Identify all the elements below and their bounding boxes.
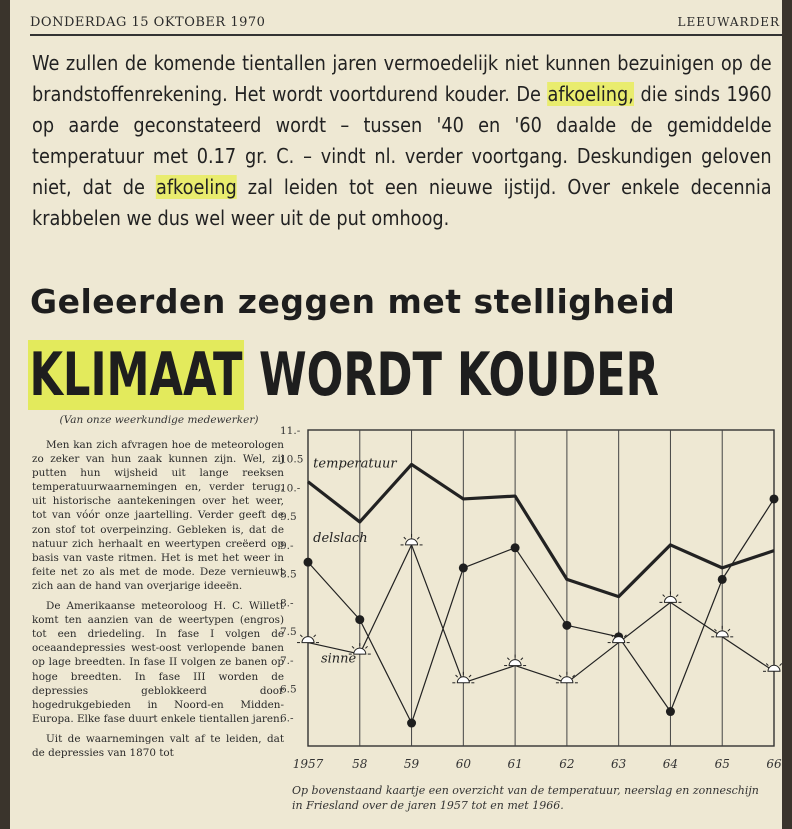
article-paragraph: Men kan zich afvragen hoe de meteorologen zo zeker van hun zaak kunnen zijn. Wel, zij putten hun wijsheid uit lange reeksen temperatuurwaarnemingen en, verder terug, uit historische aantekeningen over het weer, tot van vóór onze jaartelling. Verder geeft de zon stof tot overpeinzing. Gebleken is, dat de natuur zich herhaalt en weertypen creëerd op basis van vaste ritmen. Het is met het weer in feite net zo als met de mode. Deze vernieuwt zich aan de hand van overjarige ideeën. (32, 439, 284, 592)
series-label-delslach: delslach (313, 531, 368, 547)
x-tick-label: 60 (455, 757, 471, 771)
x-tick-label: 66 (766, 757, 782, 771)
header-date: DONDERDAG 15 OKTOBER 1970 (30, 15, 266, 30)
article-paragraph: De Amerikaanse meteoroloog H. C. Willett komt ten aanzien van de weertypen (engros) tot een driedeling. In fase I volgen de oceaandepressies west-oost verlopende banen op lage breedten. In fase II volgen ze banen op hoge breedten. In fase III worden de depressies geblokkeerd door hogedrukgebieden in Noord-en Midden-Europa. Elke fase duurt enkele tientallen jaren. (32, 600, 284, 725)
series-label-sinne: sinne (320, 651, 357, 667)
chart-frame (308, 430, 774, 746)
headline (28, 340, 659, 410)
intro-highlight-2: afkoeling (155, 175, 237, 199)
x-tick-label: 63 (611, 757, 627, 771)
data-point-sinne (659, 591, 681, 602)
series-line-sinne (308, 545, 774, 683)
headline-rest: WORDT KOUDER (243, 340, 659, 410)
intro-text-3: zal leiden tot een nieuwe ijstijd. Over enkele decennia krabbelen we dus wel weer uit de put omhoog. (32, 175, 772, 230)
headline-highlight: KLIMAAT (29, 340, 243, 410)
climate-chart (278, 418, 782, 778)
data-point-delslach (770, 494, 779, 503)
header-paper-name: LEEUWARDER (677, 15, 780, 29)
y-tick-label: 9.5 (280, 511, 297, 524)
y-tick-label: 6.5 (280, 683, 297, 696)
data-point-sinne (297, 632, 319, 643)
subheadline: Geleerden zeggen met stelligheid (30, 282, 676, 321)
y-tick-label: 10.5 (280, 453, 304, 466)
article-paragraph: Uit de waarnemingen valt af te leiden, dat de depressies van 1870 tot (32, 732, 284, 759)
y-tick-label: 9.- (280, 539, 294, 552)
data-point-delslach (718, 575, 727, 584)
y-tick-label: 8.- (280, 597, 294, 610)
intro-text-2: die sinds 1960 op aarde geconstateerd wordt – tussen '40 en '60 daalde de gemiddelde temperatuur met 0.17 gr. C. – vindt nl. verder voortgang. Deskundigen geloven niet, dat de (32, 82, 772, 199)
y-tick-label: 7.- (280, 654, 294, 667)
x-tick-label: 64 (662, 757, 679, 771)
data-point-delslach (666, 707, 675, 716)
x-tick-label: 59 (403, 757, 420, 771)
data-point-sinne (401, 534, 423, 545)
y-tick-label: 6.- (280, 712, 294, 725)
y-tick-label: 11.- (280, 425, 301, 437)
data-point-sinne (504, 655, 526, 666)
x-tick-label: 62 (559, 757, 575, 771)
data-point-delslach (511, 543, 520, 552)
data-point-delslach (407, 719, 416, 728)
data-point-delslach (562, 621, 571, 630)
byline: (Van onze weerkundige medewerker) (59, 414, 259, 426)
data-point-sinne (452, 672, 474, 683)
x-tick-label: 65 (714, 757, 730, 771)
x-tick-label: 1957 (292, 757, 324, 771)
article-body (32, 438, 284, 766)
newspaper-page (10, 0, 782, 829)
data-point-delslach (459, 563, 468, 572)
y-tick-label: 10.- (280, 482, 301, 495)
intro-highlight-1: afkoeling, (547, 82, 634, 106)
series-line-delslach (308, 499, 774, 723)
series-label-temperatuur: temperatuur (313, 456, 397, 472)
y-tick-label: 7.5 (280, 626, 297, 639)
intro-text-1: We zullen de komende tientallen jaren vermoedelijk niet kunnen bezuinigen op de brandstoffenrekening. Het wordt voortdurend kouder. De (32, 51, 772, 106)
data-point-delslach (355, 615, 364, 624)
data-point-delslach (304, 558, 313, 567)
y-tick-label: 8.5 (280, 568, 297, 581)
series-line-temperatuur (308, 464, 774, 596)
x-tick-label: 58 (352, 757, 368, 771)
intro-paragraph (32, 48, 772, 234)
x-tick-label: 61 (507, 757, 523, 771)
page-header (30, 12, 782, 36)
chart-caption: Op bovenstaand kaartje een overzicht van de temperatuur, neerslag en zonneschijn in Friesland over de jaren 1957 tot en met 1966. (292, 784, 759, 812)
